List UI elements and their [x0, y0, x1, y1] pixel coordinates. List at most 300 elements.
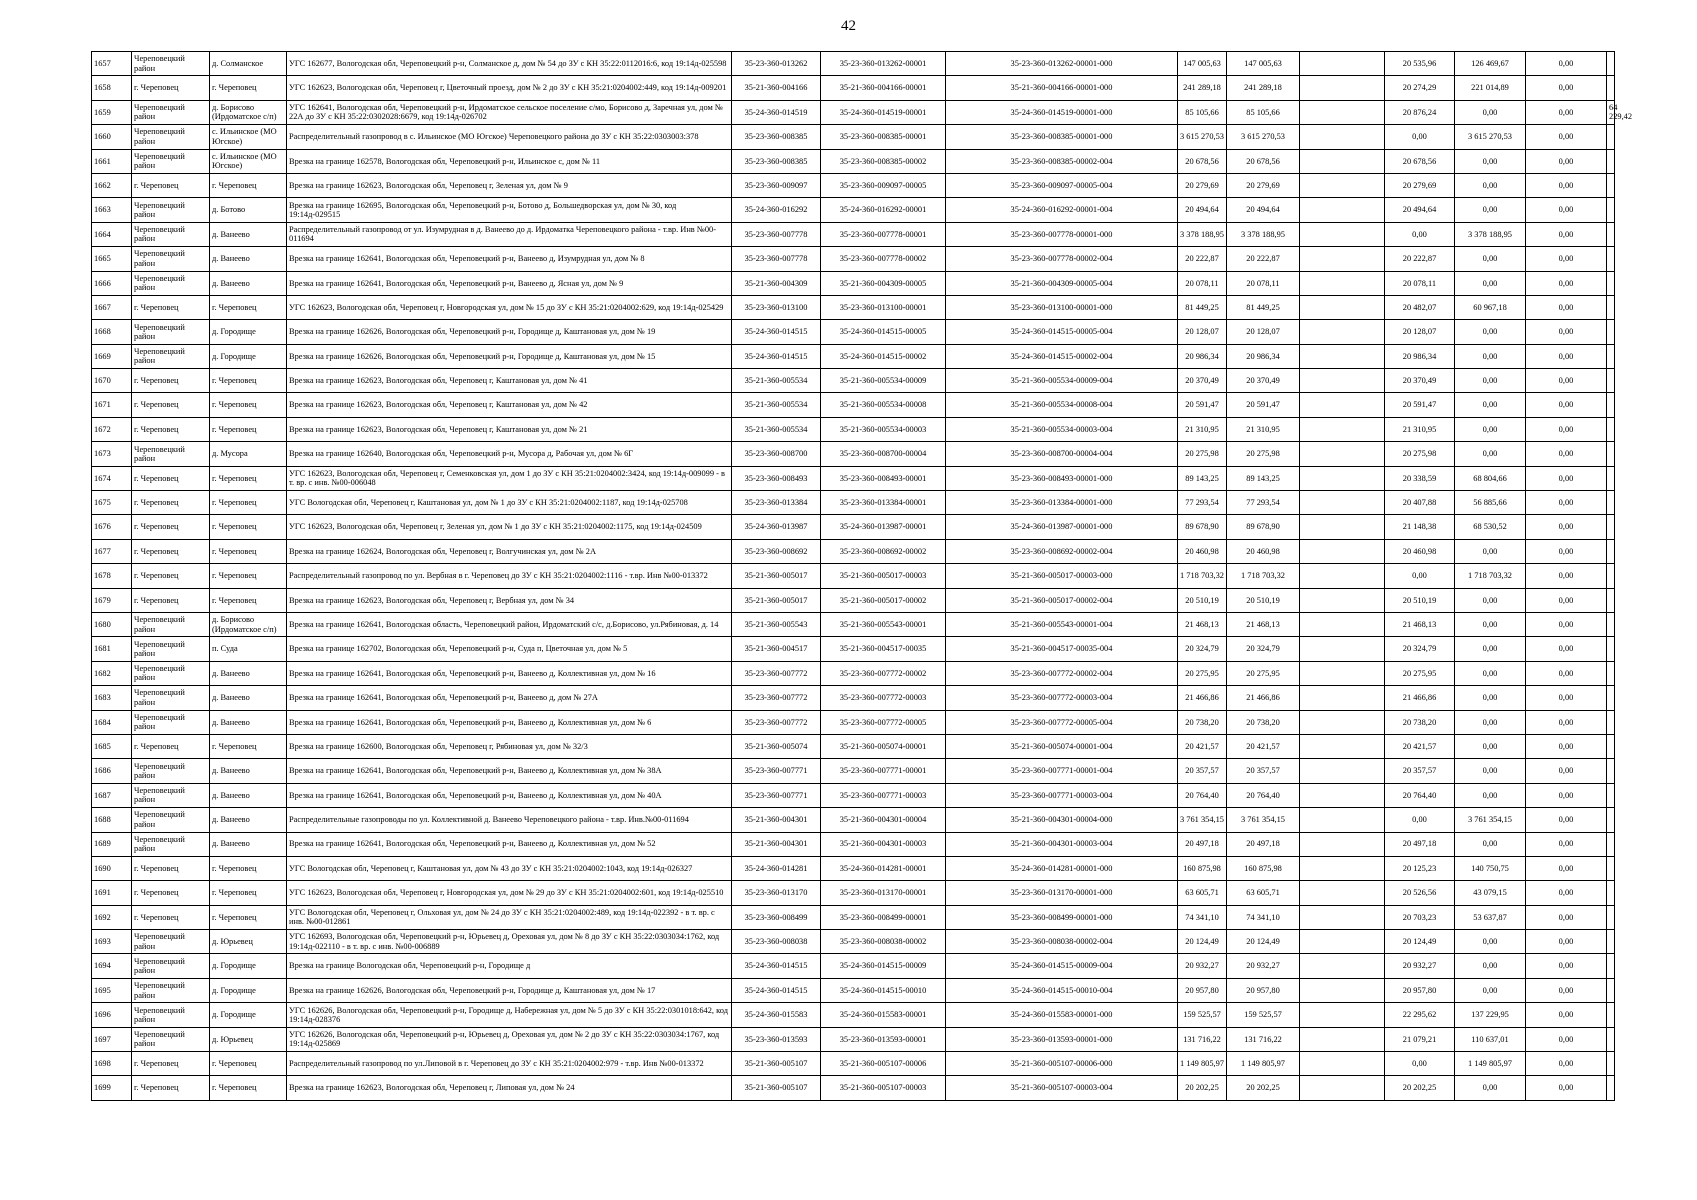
extra-value-cell — [1607, 710, 1615, 734]
extra-value-cell — [1607, 978, 1615, 1002]
sub-object-code-cell: 35-24-360-014515-00002-004 — [946, 344, 1178, 368]
cost-total-cell: 160 875,98 — [1178, 856, 1227, 880]
settlement-cell: г. Череповец — [210, 466, 287, 490]
cost-total-cell: 20 128,07 — [1178, 320, 1227, 344]
object-description-cell: Распределительный газопровод в с. Ильинское (МО Югское) Череповецкого района до ЗУ с КН 35:22:0303003:378 — [287, 125, 732, 149]
cost-part-a-cell: 20 764,40 — [1385, 783, 1455, 807]
settlement-cell: д. Ванеево — [210, 759, 287, 783]
cost-part-b-cell: 0,00 — [1455, 1076, 1526, 1100]
empty-cell — [1300, 222, 1385, 246]
sub-object-code-cell: 35-24-360-014515-00005-004 — [946, 320, 1178, 344]
cost-part-c-cell: 0,00 — [1526, 734, 1607, 758]
cost-part-b-cell: 0,00 — [1455, 710, 1526, 734]
settlement-cell: д. Ванеево — [210, 832, 287, 856]
object-description-cell: Врезка на границе 162623, Вологодская обл, Череповец г, Каштановая ул, дом № 41 — [287, 369, 732, 393]
extra-value-cell — [1607, 466, 1615, 490]
extra-value-cell — [1607, 637, 1615, 661]
row-number-cell: 1683 — [92, 686, 132, 710]
cost-book-cell: 20 497,18 — [1227, 832, 1300, 856]
object-description-cell: УГС 162623, Вологодская обл, Череповец г, Новгородская ул, дом № 15 до ЗУ с КН 35:21:0204002:629, код 19:14д-025429 — [287, 295, 732, 319]
object-code-cell: 35-24-360-016292-00001 — [821, 198, 946, 222]
district-cell: г. Череповец — [132, 588, 210, 612]
table-row — [92, 856, 1615, 880]
cost-part-a-cell: 0,00 — [1385, 222, 1455, 246]
row-number-cell: 1698 — [92, 1052, 132, 1076]
cost-part-c-cell: 0,00 — [1526, 125, 1607, 149]
cost-part-c-cell: 0,00 — [1526, 1052, 1607, 1076]
extra-value-cell — [1607, 808, 1615, 832]
cost-part-c-cell: 0,00 — [1526, 393, 1607, 417]
cost-total-cell: 20 678,56 — [1178, 149, 1227, 173]
empty-cell — [1300, 954, 1385, 978]
cost-part-b-cell: 0,00 — [1455, 588, 1526, 612]
district-cell: Череповецкий район — [132, 930, 210, 954]
settlement-cell: г. Череповец — [210, 393, 287, 417]
row-number-cell: 1659 — [92, 100, 132, 124]
table-row — [92, 759, 1615, 783]
row-number-cell: 1699 — [92, 1076, 132, 1100]
district-cell: Череповецкий район — [132, 1027, 210, 1051]
cost-part-c-cell: 0,00 — [1526, 905, 1607, 929]
sub-object-code-cell: 35-21-360-005017-00002-004 — [946, 588, 1178, 612]
row-number-cell: 1693 — [92, 930, 132, 954]
object-description-cell: Врезка на границе 162641, Вологодская обл, Череповецкий р-н, Ванеево д, Коллективная ул, дом № 38А — [287, 759, 732, 783]
object-description-cell: УГС 162623, Вологодская обл, Череповец г, Новгородская ул, дом № 29 до ЗУ с КН 35:21:0204002:601, код 19:14д-025510 — [287, 881, 732, 905]
sub-object-code-cell: 35-23-360-007772-00005-004 — [946, 710, 1178, 734]
row-number-cell: 1672 — [92, 417, 132, 441]
sub-object-code-cell: 35-23-360-008385-00002-004 — [946, 149, 1178, 173]
cost-part-a-cell: 21 148,38 — [1385, 515, 1455, 539]
table-row — [92, 808, 1615, 832]
inventory-code-cell: 35-24-360-014519 — [732, 100, 821, 124]
row-number-cell: 1681 — [92, 637, 132, 661]
cost-total-cell: 1 718 703,32 — [1178, 564, 1227, 588]
empty-cell — [1300, 734, 1385, 758]
settlement-cell: г. Череповец — [210, 881, 287, 905]
table-row — [92, 344, 1615, 368]
cost-book-cell: 20 279,69 — [1227, 173, 1300, 197]
extra-value-cell: 64 229,42 — [1607, 100, 1615, 124]
inventory-code-cell: 35-23-360-008038 — [732, 930, 821, 954]
empty-cell — [1300, 978, 1385, 1002]
district-cell: Череповецкий район — [132, 52, 210, 76]
object-description-cell: УГС 162641, Вологодская обл, Череповецкий р-н, Ирдоматское сельское поселение с/мо, Борисово д, Заречная ул, дом № 22А до ЗУ с КН 35:22:0302028:6679, код 19:14д-026702 — [287, 100, 732, 124]
cost-part-c-cell: 0,00 — [1526, 856, 1607, 880]
cost-part-a-cell: 0,00 — [1385, 1052, 1455, 1076]
cost-part-c-cell: 0,00 — [1526, 271, 1607, 295]
cost-part-a-cell: 0,00 — [1385, 564, 1455, 588]
settlement-cell: д. Ванеево — [210, 808, 287, 832]
district-cell: Череповецкий район — [132, 612, 210, 636]
settlement-cell: г. Череповец — [210, 856, 287, 880]
cost-part-b-cell: 0,00 — [1455, 271, 1526, 295]
cost-part-a-cell: 20 370,49 — [1385, 369, 1455, 393]
inventory-code-cell: 35-23-360-008499 — [732, 905, 821, 929]
object-description-cell: Врезка на границе 162640, Вологодская обл, Череповецкий р-н, Мусора д, Рабочая ул, дом № 6Г — [287, 442, 732, 466]
table-row — [92, 783, 1615, 807]
empty-cell — [1300, 369, 1385, 393]
district-cell: Череповецкий район — [132, 978, 210, 1002]
inventory-code-cell: 35-21-360-005017 — [732, 564, 821, 588]
table-row — [92, 320, 1615, 344]
row-number-cell: 1685 — [92, 734, 132, 758]
object-code-cell: 35-21-360-005534-00008 — [821, 393, 946, 417]
cost-part-a-cell: 20 510,19 — [1385, 588, 1455, 612]
cost-part-b-cell: 0,00 — [1455, 344, 1526, 368]
table-row — [92, 52, 1615, 76]
extra-value-cell — [1607, 344, 1615, 368]
object-description-cell: Врезка на границе 162641, Вологодская обл, Череповецкий р-н, Ванеево д, дом № 27А — [287, 686, 732, 710]
cost-book-cell: 20 202,25 — [1227, 1076, 1300, 1100]
object-code-cell: 35-21-360-005534-00009 — [821, 369, 946, 393]
row-number-cell: 1668 — [92, 320, 132, 344]
district-cell: г. Череповец — [132, 173, 210, 197]
cost-part-b-cell: 68 804,66 — [1455, 466, 1526, 490]
cost-part-a-cell: 20 222,87 — [1385, 247, 1455, 271]
registry-table — [91, 51, 1633, 1101]
settlement-cell: д. Ванеево — [210, 222, 287, 246]
extra-value-cell — [1607, 783, 1615, 807]
extra-value-cell — [1607, 1076, 1615, 1100]
cost-part-b-cell: 3 615 270,53 — [1455, 125, 1526, 149]
empty-cell — [1300, 539, 1385, 563]
inventory-code-cell: 35-21-360-005107 — [732, 1076, 821, 1100]
extra-value-cell — [1607, 320, 1615, 344]
cost-total-cell: 85 105,66 — [1178, 100, 1227, 124]
sub-object-code-cell: 35-23-360-008700-00004-004 — [946, 442, 1178, 466]
cost-book-cell: 77 293,54 — [1227, 491, 1300, 515]
row-number-cell: 1661 — [92, 149, 132, 173]
cost-book-cell: 20 957,80 — [1227, 978, 1300, 1002]
object-description-cell: Врезка на границе 162641, Вологодская обл, Череповецкий р-н, Ванеево д, Коллективная ул, дом № 16 — [287, 661, 732, 685]
district-cell: г. Череповец — [132, 881, 210, 905]
table-row — [92, 271, 1615, 295]
district-cell: Череповецкий район — [132, 320, 210, 344]
district-cell: Череповецкий район — [132, 686, 210, 710]
object-code-cell: 35-23-360-007772-00003 — [821, 686, 946, 710]
inventory-code-cell: 35-23-360-013384 — [732, 491, 821, 515]
object-description-cell: Врезка на границе 162641, Вологодская обл, Череповецкий р-н, Ванеево д, Ясная ул, дом № 9 — [287, 271, 732, 295]
inventory-code-cell: 35-21-360-005074 — [732, 734, 821, 758]
cost-part-a-cell: 20 275,98 — [1385, 442, 1455, 466]
cost-part-c-cell: 0,00 — [1526, 661, 1607, 685]
cost-total-cell: 20 124,49 — [1178, 930, 1227, 954]
cost-book-cell: 20 510,19 — [1227, 588, 1300, 612]
sub-object-code-cell: 35-23-360-007771-00003-004 — [946, 783, 1178, 807]
cost-book-cell: 20 357,57 — [1227, 759, 1300, 783]
sub-object-code-cell: 35-23-360-013593-00001-000 — [946, 1027, 1178, 1051]
cost-book-cell: 20 764,40 — [1227, 783, 1300, 807]
cost-part-a-cell: 20 703,23 — [1385, 905, 1455, 929]
empty-cell — [1300, 1003, 1385, 1027]
empty-cell — [1300, 320, 1385, 344]
cost-part-c-cell: 0,00 — [1526, 808, 1607, 832]
table-row — [92, 612, 1615, 636]
extra-value-cell — [1607, 856, 1615, 880]
object-code-cell: 35-23-360-008038-00002 — [821, 930, 946, 954]
cost-part-a-cell: 21 468,13 — [1385, 612, 1455, 636]
cost-part-a-cell: 20 324,79 — [1385, 637, 1455, 661]
inventory-code-cell: 35-23-360-013593 — [732, 1027, 821, 1051]
cost-book-cell: 20 460,98 — [1227, 539, 1300, 563]
cost-total-cell: 20 497,18 — [1178, 832, 1227, 856]
district-cell: г. Череповец — [132, 393, 210, 417]
row-number-cell: 1695 — [92, 978, 132, 1002]
cost-part-b-cell: 0,00 — [1455, 173, 1526, 197]
cost-part-c-cell: 0,00 — [1526, 783, 1607, 807]
inventory-code-cell: 35-23-360-013170 — [732, 881, 821, 905]
inventory-code-cell: 35-24-360-014515 — [732, 344, 821, 368]
cost-total-cell: 21 468,13 — [1178, 612, 1227, 636]
cost-book-cell: 159 525,57 — [1227, 1003, 1300, 1027]
inventory-code-cell: 35-23-360-007771 — [732, 783, 821, 807]
table-row — [92, 564, 1615, 588]
row-number-cell: 1658 — [92, 76, 132, 100]
sub-object-code-cell: 35-23-360-009097-00005-004 — [946, 173, 1178, 197]
row-number-cell: 1696 — [92, 1003, 132, 1027]
inventory-code-cell: 35-24-360-014515 — [732, 978, 821, 1002]
cost-part-c-cell: 0,00 — [1526, 417, 1607, 441]
cost-part-a-cell: 20 125,23 — [1385, 856, 1455, 880]
cost-total-cell: 20 275,95 — [1178, 661, 1227, 685]
cost-part-c-cell: 0,00 — [1526, 149, 1607, 173]
settlement-cell: д. Юрьевец — [210, 930, 287, 954]
cost-total-cell: 20 764,40 — [1178, 783, 1227, 807]
cost-part-b-cell: 0,00 — [1455, 661, 1526, 685]
object-code-cell: 35-21-360-005534-00003 — [821, 417, 946, 441]
object-code-cell: 35-24-360-014515-00009 — [821, 954, 946, 978]
table-row — [92, 198, 1615, 222]
extra-value-cell — [1607, 198, 1615, 222]
inventory-code-cell: 35-23-360-007772 — [732, 710, 821, 734]
settlement-cell: с. Ильинское (МО Югское) — [210, 125, 287, 149]
cost-total-cell: 89 143,25 — [1178, 466, 1227, 490]
row-number-cell: 1665 — [92, 247, 132, 271]
object-description-cell: Врезка на границе 162641, Вологодская обл, Череповецкий р-н, Ванеево д, Коллективная ул, дом № 52 — [287, 832, 732, 856]
empty-cell — [1300, 1076, 1385, 1100]
cost-part-c-cell: 0,00 — [1526, 173, 1607, 197]
sub-object-code-cell: 35-23-360-008692-00002-004 — [946, 539, 1178, 563]
empty-cell — [1300, 1052, 1385, 1076]
extra-value-cell — [1607, 930, 1615, 954]
extra-value-cell — [1607, 661, 1615, 685]
cost-part-c-cell: 0,00 — [1526, 539, 1607, 563]
object-code-cell: 35-21-360-005017-00002 — [821, 588, 946, 612]
empty-cell — [1300, 76, 1385, 100]
extra-value-cell — [1607, 759, 1615, 783]
district-cell: г. Череповец — [132, 515, 210, 539]
inventory-code-cell: 35-24-360-014281 — [732, 856, 821, 880]
empty-cell — [1300, 808, 1385, 832]
sub-object-code-cell: 35-24-360-014519-00001-000 — [946, 100, 1178, 124]
extra-value-cell — [1607, 1027, 1615, 1051]
cost-part-b-cell: 0,00 — [1455, 734, 1526, 758]
settlement-cell: д. Ботово — [210, 198, 287, 222]
settlement-cell: д. Ванеево — [210, 710, 287, 734]
cost-total-cell: 74 341,10 — [1178, 905, 1227, 929]
sub-object-code-cell: 35-21-360-005534-00008-004 — [946, 393, 1178, 417]
object-description-cell: Врезка на границе 162623, Вологодская обл, Череповец г, Каштановая ул, дом № 42 — [287, 393, 732, 417]
object-description-cell: УГС Вологодская обл, Череповец г, Каштановая ул, дом № 43 до ЗУ с КН 35:21:0204002:1043, код 19:14д-026327 — [287, 856, 732, 880]
object-code-cell: 35-23-360-007772-00002 — [821, 661, 946, 685]
sub-object-code-cell: 35-23-360-013384-00001-000 — [946, 491, 1178, 515]
cost-part-c-cell: 0,00 — [1526, 930, 1607, 954]
sub-object-code-cell: 35-23-360-007772-00003-004 — [946, 686, 1178, 710]
row-number-cell: 1686 — [92, 759, 132, 783]
sub-object-code-cell: 35-24-360-014281-00001-000 — [946, 856, 1178, 880]
table-row — [92, 393, 1615, 417]
cost-book-cell: 131 716,22 — [1227, 1027, 1300, 1051]
object-code-cell: 35-23-360-013262-00001 — [821, 52, 946, 76]
extra-value-cell — [1607, 417, 1615, 441]
table-row — [92, 661, 1615, 685]
object-code-cell: 35-23-360-008493-00001 — [821, 466, 946, 490]
cost-book-cell: 20 494,64 — [1227, 198, 1300, 222]
cost-total-cell: 20 986,34 — [1178, 344, 1227, 368]
cost-part-b-cell: 3 761 354,15 — [1455, 808, 1526, 832]
extra-value-cell — [1607, 612, 1615, 636]
cost-total-cell: 20 370,49 — [1178, 369, 1227, 393]
cost-part-c-cell: 0,00 — [1526, 588, 1607, 612]
cost-part-a-cell: 20 421,57 — [1385, 734, 1455, 758]
district-cell: Череповецкий район — [132, 222, 210, 246]
object-description-cell: УГС 162677, Вологодская обл, Череповецкий р-н, Солманское д, дом № 54 до ЗУ с КН 35:22:0112016:6, код 19:14д-025598 — [287, 52, 732, 76]
table-row — [92, 515, 1615, 539]
cost-part-a-cell: 20 738,20 — [1385, 710, 1455, 734]
object-code-cell: 35-21-360-004301-00003 — [821, 832, 946, 856]
inventory-code-cell: 35-21-360-005543 — [732, 612, 821, 636]
inventory-code-cell: 35-21-360-005017 — [732, 588, 821, 612]
cost-part-a-cell: 20 591,47 — [1385, 393, 1455, 417]
object-code-cell: 35-23-360-013170-00001 — [821, 881, 946, 905]
object-code-cell: 35-24-360-014281-00001 — [821, 856, 946, 880]
cost-part-c-cell: 0,00 — [1526, 491, 1607, 515]
extra-value-cell — [1607, 1052, 1615, 1076]
empty-cell — [1300, 1027, 1385, 1051]
object-code-cell: 35-23-360-008385-00001 — [821, 125, 946, 149]
cost-part-a-cell: 20 338,59 — [1385, 466, 1455, 490]
sub-object-code-cell: 35-24-360-013987-00001-000 — [946, 515, 1178, 539]
row-number-cell: 1669 — [92, 344, 132, 368]
object-description-cell: Распределительный газопровод по ул.Липовой в г. Череповец до ЗУ с КН 35:21:0204002:979 - т.вр. Инв №00-013372 — [287, 1052, 732, 1076]
extra-value-cell — [1607, 222, 1615, 246]
table-row — [92, 539, 1615, 563]
cost-part-b-cell: 126 469,67 — [1455, 52, 1526, 76]
table-row — [92, 1027, 1615, 1051]
inventory-code-cell: 35-21-360-004166 — [732, 76, 821, 100]
empty-cell — [1300, 515, 1385, 539]
district-cell: Череповецкий район — [132, 125, 210, 149]
object-description-cell: Врезка на границе 162641, Вологодская обл, Череповецкий р-н, Ванеево д, Коллективная ул, дом № 40А — [287, 783, 732, 807]
cost-part-a-cell: 20 494,64 — [1385, 198, 1455, 222]
cost-part-a-cell: 20 357,57 — [1385, 759, 1455, 783]
cost-book-cell: 21 466,86 — [1227, 686, 1300, 710]
empty-cell — [1300, 930, 1385, 954]
district-cell: г. Череповец — [132, 905, 210, 929]
sub-object-code-cell: 35-23-360-008038-00002-004 — [946, 930, 1178, 954]
inventory-code-cell: 35-21-360-005107 — [732, 1052, 821, 1076]
settlement-cell: с. Ильинское (МО Югское) — [210, 149, 287, 173]
object-description-cell: Врезка на границе 162702, Вологодская обл, Череповецкий р-н, Суда п, Цветочная ул, дом № 5 — [287, 637, 732, 661]
row-number-cell: 1688 — [92, 808, 132, 832]
cost-part-b-cell: 0,00 — [1455, 978, 1526, 1002]
cost-part-a-cell: 21 466,86 — [1385, 686, 1455, 710]
cost-part-c-cell: 0,00 — [1526, 881, 1607, 905]
cost-book-cell: 160 875,98 — [1227, 856, 1300, 880]
cost-total-cell: 159 525,57 — [1178, 1003, 1227, 1027]
table-row — [92, 734, 1615, 758]
cost-part-c-cell: 0,00 — [1526, 978, 1607, 1002]
cost-part-c-cell: 0,00 — [1526, 759, 1607, 783]
row-number-cell: 1678 — [92, 564, 132, 588]
cost-part-a-cell: 20 124,49 — [1385, 930, 1455, 954]
cost-part-a-cell: 20 202,25 — [1385, 1076, 1455, 1100]
cost-part-b-cell: 0,00 — [1455, 442, 1526, 466]
sub-object-code-cell: 35-21-360-005107-00003-004 — [946, 1076, 1178, 1100]
cost-part-a-cell: 20 128,07 — [1385, 320, 1455, 344]
table-row — [92, 125, 1615, 149]
inventory-code-cell: 35-23-360-009097 — [732, 173, 821, 197]
sub-object-code-cell: 35-21-360-004309-00005-004 — [946, 271, 1178, 295]
sub-object-code-cell: 35-21-360-005017-00003-000 — [946, 564, 1178, 588]
object-code-cell: 35-21-360-004301-00004 — [821, 808, 946, 832]
object-description-cell: УГС 162693, Вологодская обл, Череповецкий р-н, Юрьевец д, Ореховая ул, дом № 8 до ЗУ с КН 35:22:0303034:1762, код 19:14д-022110 - в т. вр. с инв. №00-006889 — [287, 930, 732, 954]
cost-book-cell: 1 718 703,32 — [1227, 564, 1300, 588]
object-code-cell: 35-21-360-005107-00003 — [821, 1076, 946, 1100]
sub-object-code-cell: 35-23-360-007778-00002-004 — [946, 247, 1178, 271]
settlement-cell: г. Череповец — [210, 515, 287, 539]
cost-part-c-cell: 0,00 — [1526, 612, 1607, 636]
cost-part-c-cell: 0,00 — [1526, 222, 1607, 246]
cost-book-cell: 20 078,11 — [1227, 271, 1300, 295]
settlement-cell: г. Череповец — [210, 295, 287, 319]
cost-part-b-cell: 0,00 — [1455, 149, 1526, 173]
object-description-cell: УГС 162626, Вологодская обл, Череповецкий р-н, Городище д, Набережная ул, дом № 5 до ЗУ с КН 35:22:0301018:642, код 19:14д-028376 — [287, 1003, 732, 1027]
table-row — [92, 491, 1615, 515]
object-code-cell: 35-23-360-013593-00001 — [821, 1027, 946, 1051]
cost-part-b-cell: 60 967,18 — [1455, 295, 1526, 319]
cost-total-cell: 20 494,64 — [1178, 198, 1227, 222]
district-cell: Череповецкий район — [132, 710, 210, 734]
inventory-code-cell: 35-24-360-014515 — [732, 954, 821, 978]
cost-total-cell: 77 293,54 — [1178, 491, 1227, 515]
settlement-cell: г. Череповец — [210, 417, 287, 441]
table-row — [92, 369, 1615, 393]
district-cell: Череповецкий район — [132, 808, 210, 832]
settlement-cell: г. Череповец — [210, 491, 287, 515]
district-cell: г. Череповец — [132, 539, 210, 563]
object-description-cell: Врезка на границе 162695, Вологодская обл, Череповецкий р-н, Ботово д, Большедворская ул, дом № 30, код 19:14д-029515 — [287, 198, 732, 222]
cost-total-cell: 20 421,57 — [1178, 734, 1227, 758]
district-cell: г. Череповец — [132, 1052, 210, 1076]
cost-total-cell: 20 275,98 — [1178, 442, 1227, 466]
cost-book-cell: 3 615 270,53 — [1227, 125, 1300, 149]
inventory-code-cell: 35-21-360-005534 — [732, 393, 821, 417]
cost-part-a-cell: 20 078,11 — [1385, 271, 1455, 295]
table-row — [92, 173, 1615, 197]
district-cell: Череповецкий район — [132, 442, 210, 466]
cost-part-b-cell: 53 637,87 — [1455, 905, 1526, 929]
object-description-cell: Врезка на границе 162623, Вологодская обл, Череповец г, Зеленая ул, дом № 9 — [287, 173, 732, 197]
object-code-cell: 35-23-360-009097-00005 — [821, 173, 946, 197]
extra-value-cell — [1607, 954, 1615, 978]
cost-part-c-cell: 0,00 — [1526, 52, 1607, 76]
settlement-cell: г. Череповец — [210, 369, 287, 393]
cost-part-a-cell: 20 497,18 — [1385, 832, 1455, 856]
cost-total-cell: 147 005,63 — [1178, 52, 1227, 76]
cost-part-c-cell: 0,00 — [1526, 369, 1607, 393]
cost-part-c-cell: 0,00 — [1526, 1076, 1607, 1100]
